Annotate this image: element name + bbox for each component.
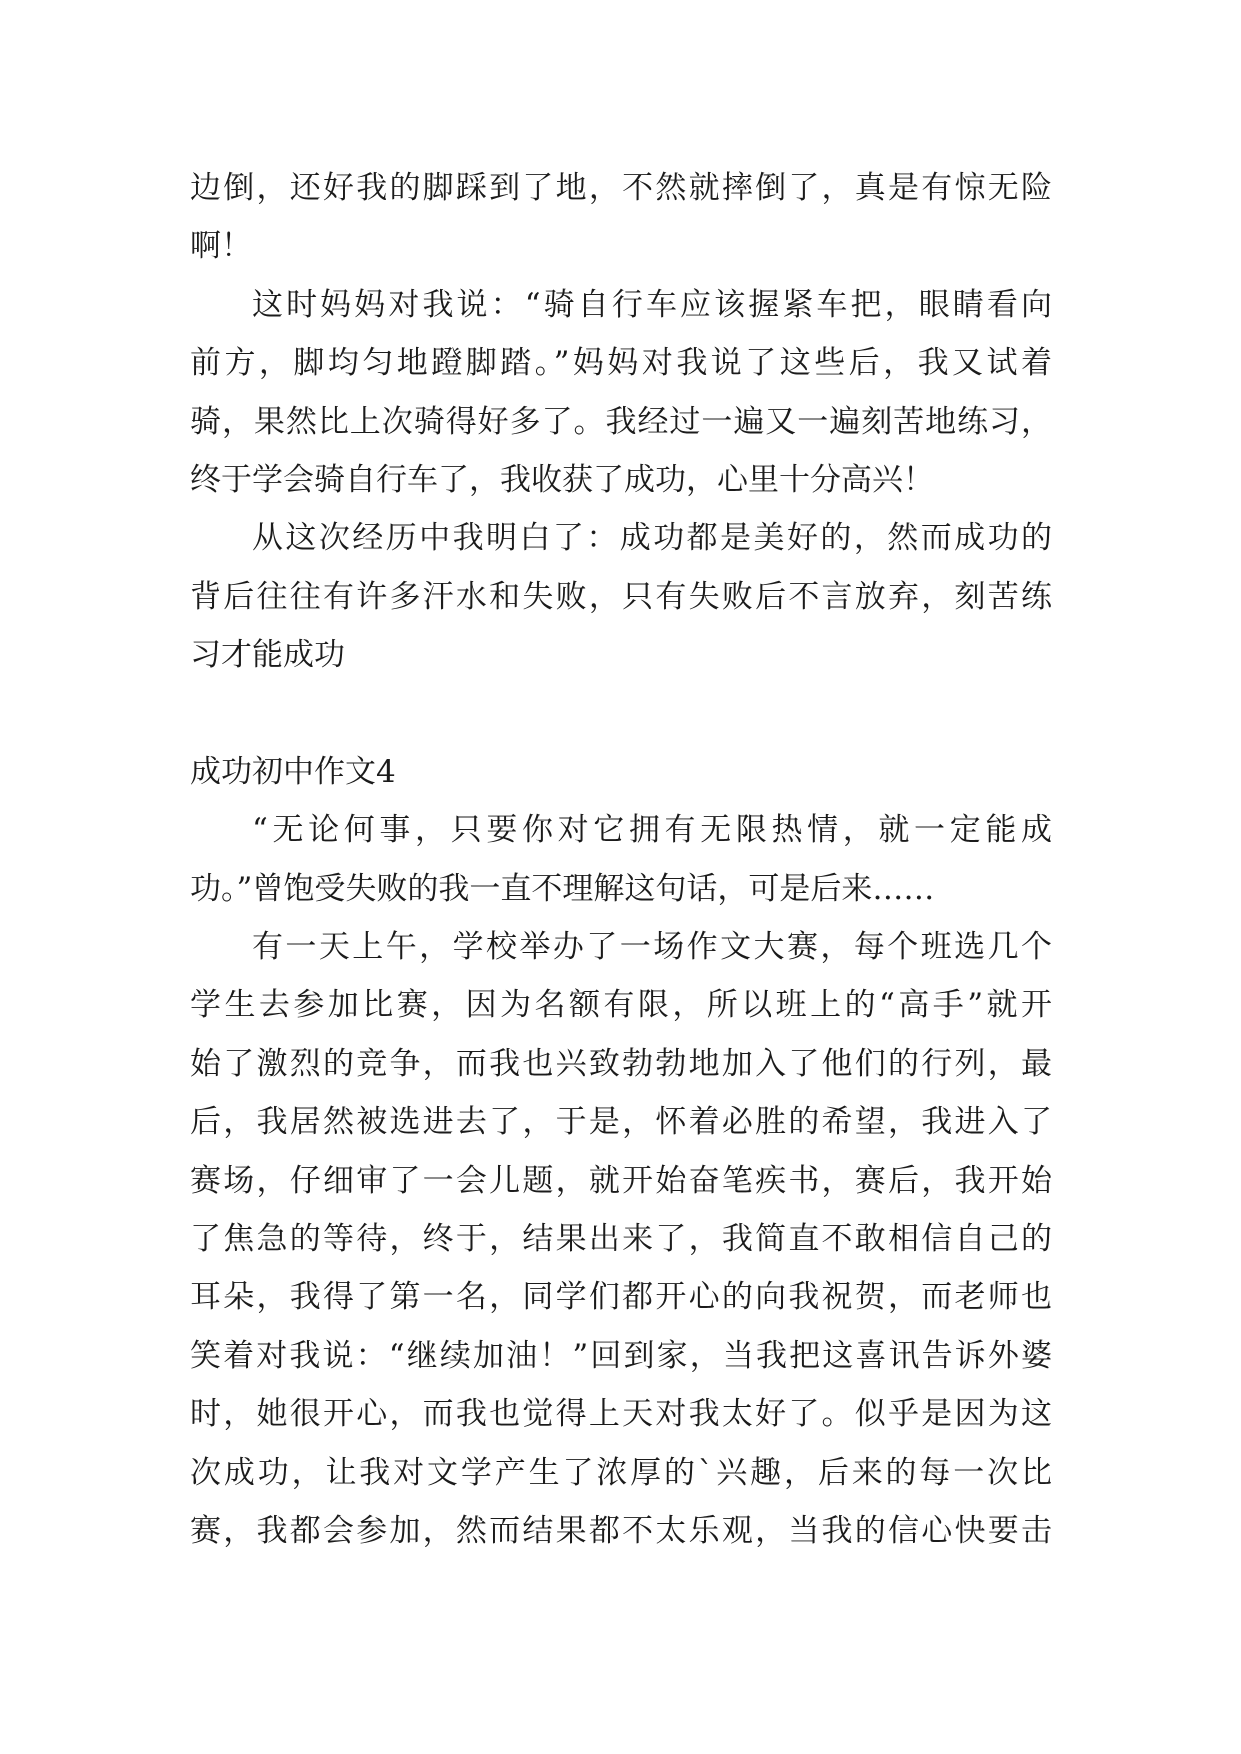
text-line: 学生去参加比赛，因为名额有限，所以班上的“高手”就开: [190, 987, 1052, 1024]
text-line: 笑着对我说：“继续加油！”回到家，当我把这喜讯告诉外婆: [190, 1337, 1052, 1374]
text-line: 有一天上午，学校举办了一场作文大赛，每个班选几个: [252, 929, 1052, 966]
paragraph: [190, 801, 1052, 918]
paragraph: [190, 159, 1052, 276]
text-line: 习才能成功: [190, 637, 345, 674]
text-line: 了焦急的等待，终于，结果出来了，我简直不敢相信自己的: [190, 1221, 1052, 1258]
document-body: [190, 159, 1052, 1560]
text-line: 赛场，仔细审了一会儿题，就开始奋笔疾书，赛后，我开始: [190, 1162, 1052, 1199]
text-line: 背后往往有许多汗水和失败，只有失败后不言放弃，刻苦练: [190, 578, 1052, 615]
text-line: 次成功，让我对文学产生了浓厚的`兴趣，后来的每一次比: [190, 1454, 1052, 1491]
text-line: 功。”曾饱受失败的我一直不理解这句话，可是后来……: [190, 870, 935, 907]
text-line: 这时妈妈对我说：“骑自行车应该握紧车把，眼睛看向: [252, 286, 1052, 323]
text-line: 骑，果然比上次骑得好多了。我经过一遍又一遍刻苦地练习，: [190, 403, 1052, 440]
text-line: 从这次经历中我明白了：成功都是美好的，然而成功的: [252, 520, 1052, 557]
text-line: 赛，我都会参加，然而结果都不太乐观，当我的信心快要击: [190, 1512, 1052, 1549]
text-line: 耳朵，我得了第一名，同学们都开心的向我祝贺，而老师也: [190, 1279, 1052, 1316]
paragraph: [190, 918, 1052, 1560]
paragraph: [190, 276, 1052, 510]
section-gap: [190, 685, 1052, 743]
essay-title: 成功初中作文4: [190, 753, 396, 790]
text-line: 后，我居然被选进去了，于是，怀着必胜的希望，我进入了: [190, 1104, 1052, 1141]
text-line: 始了激烈的竞争，而我也兴致勃勃地加入了他们的行列，最: [190, 1045, 1052, 1082]
text-line: 啊！: [190, 228, 252, 265]
text-line: 边倒，还好我的脚踩到了地，不然就摔倒了，真是有惊无险: [190, 170, 1052, 206]
text-line: “无论何事，只要你对它拥有无限热情，就一定能成: [252, 812, 1052, 849]
text-line: 时，她很开心，而我也觉得上天对我太好了。似乎是因为这: [190, 1396, 1052, 1433]
text-line: 终于学会骑自行车了，我收获了成功，心里十分高兴！: [190, 461, 934, 498]
paragraph: [190, 509, 1052, 684]
text-line: 前方，脚均匀地蹬脚踏。”妈妈对我说了这些后，我又试着: [190, 345, 1052, 382]
